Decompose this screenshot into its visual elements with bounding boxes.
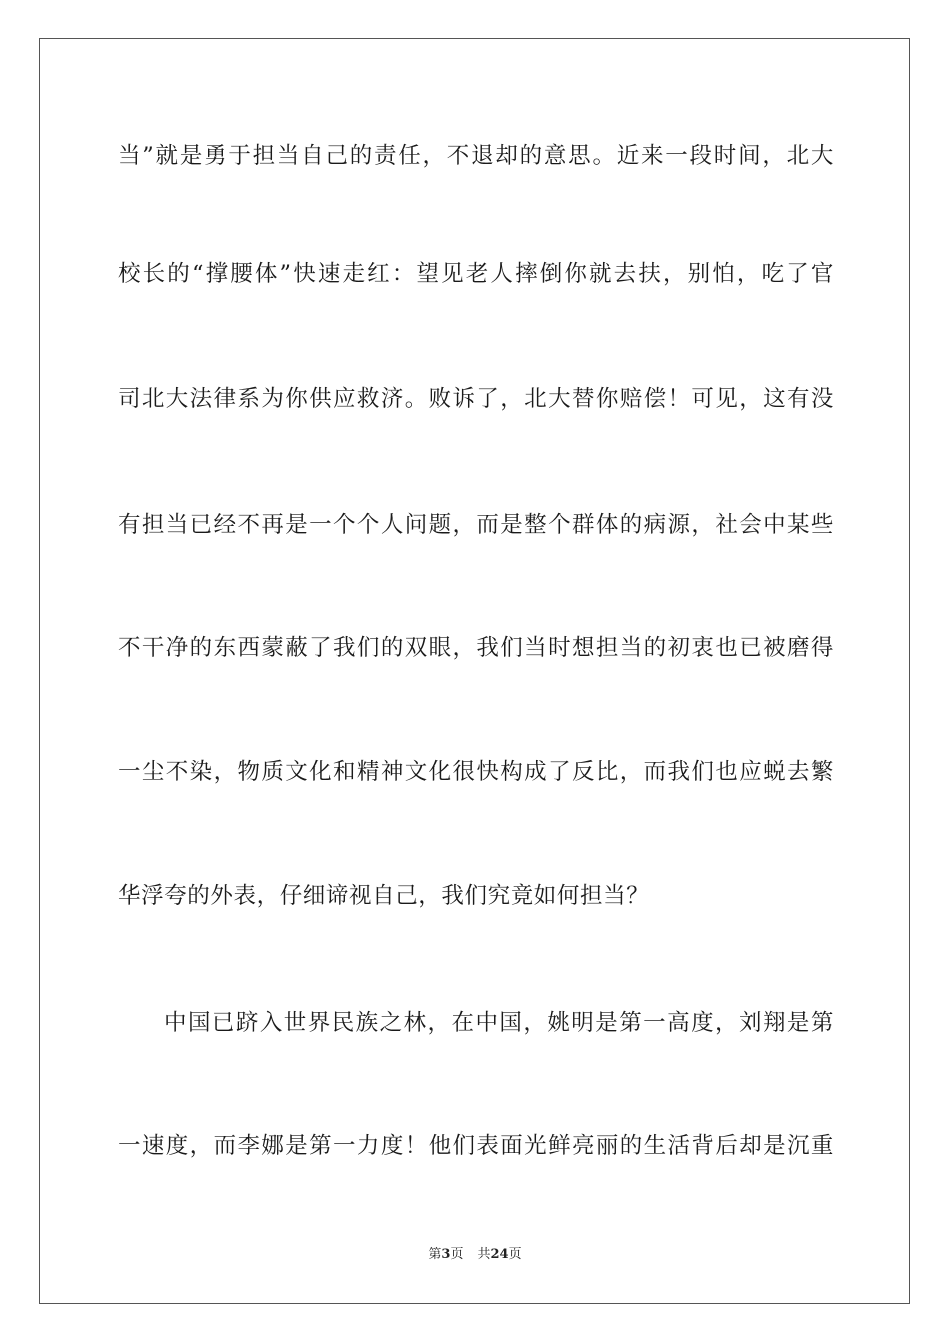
total-prefix: 共 [477,1247,491,1262]
paragraph-line-7: 华浮夸的外表，仔细谛视自己，我们究竟如何担当？ [118,883,650,909]
page-footer [0,1246,950,1264]
page-prefix: 第 [428,1247,442,1262]
paragraph-line-3: 司北大法律系为你供应救济。败诉了，北大替你赔偿！可见，这有没 [118,386,834,412]
paragraph-line-4: 有担当已经不再是一个个人问题，而是整个群体的病源，社会中某些 [118,512,834,538]
paragraph-line-5: 不干净的东西蒙蔽了我们的双眼，我们当时想担当的初衷也已被磨得 [118,635,834,661]
page-suffix: 页 [450,1247,464,1262]
paragraph-line-1: 当”就是勇于担当自己的责任，不退却的意思。近来一段时间，北大 [118,143,834,169]
page-number: 3 [441,1247,451,1262]
paragraph-line-8: 中国已跻入世界民族之林，在中国，姚明是第一高度，刘翔是第 [164,1010,834,1036]
page-border [39,38,910,1304]
paragraph-line-9: 一速度，而李娜是第一力度！他们表面光鲜亮丽的生活背后却是沉重 [118,1133,834,1159]
total-pages: 24 [490,1247,509,1262]
paragraph-line-2: 校长的“撑腰体”快速走红：望见老人摔倒你就去扶，别怕，吃了官 [118,261,834,287]
paragraph-line-6: 一尘不染，物质文化和精神文化很快构成了反比，而我们也应蜕去繁 [118,759,834,785]
total-suffix: 页 [508,1247,522,1262]
